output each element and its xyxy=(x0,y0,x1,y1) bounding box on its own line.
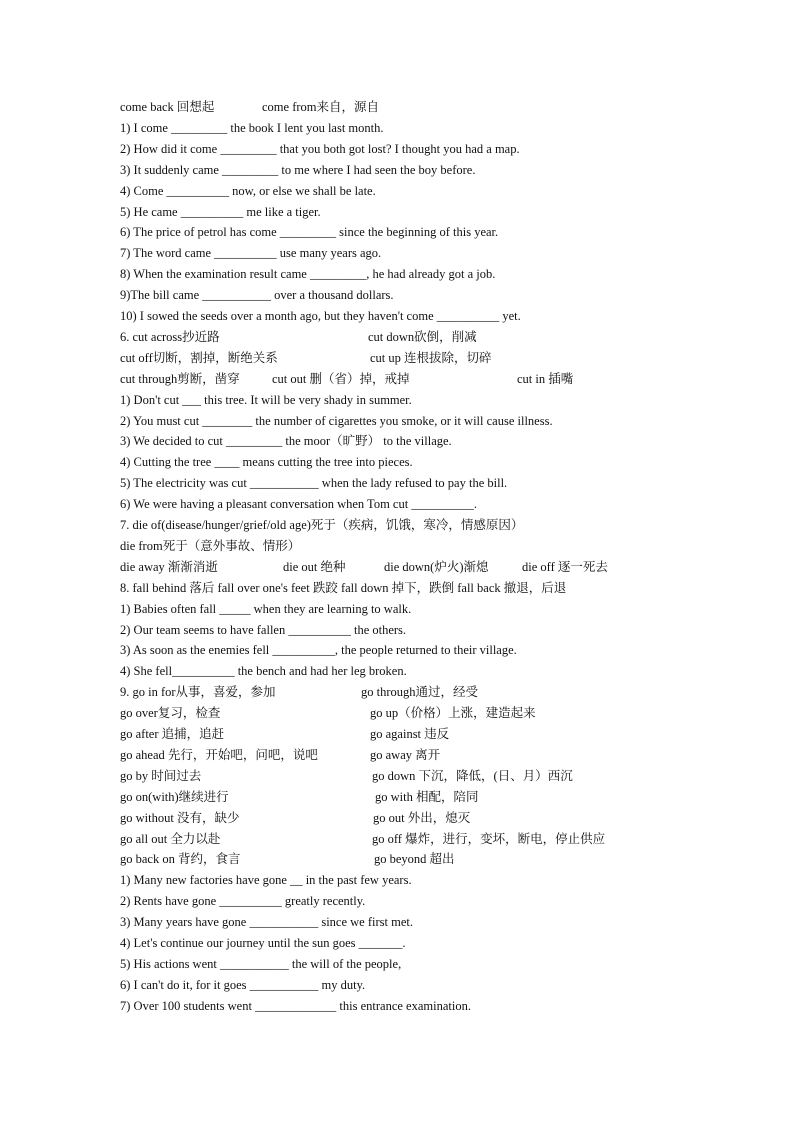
text-line-33-col-1: go by 时间过去 xyxy=(120,769,202,783)
text-line-13-col-1: cut off切断，割掉，断绝关系 xyxy=(120,351,278,365)
text-line-26: 2) Our team seems to have fallen __________ the others. xyxy=(120,623,407,637)
text-line-18: 4) Cutting the tree ____ means cutting the tree into pieces. xyxy=(120,455,413,469)
text-line-38: 1) Many new factories have gone __ in the past few years. xyxy=(120,873,412,887)
text-line-2: 1) I come _________ the book I lent you last month. xyxy=(120,121,384,135)
text-line-10: 9)The bill came ___________ over a thousand dollars. xyxy=(120,288,394,302)
text-line-41: 4) Let's continue our journey until the sun goes _______. xyxy=(120,936,406,950)
text-line-15: 1) Don't cut ___ this tree. It will be very shady in summer. xyxy=(120,393,412,407)
text-line-39: 2) Rents have gone __________ greatly recently. xyxy=(120,894,366,908)
text-line-36-col-2: go off 爆炸，进行，变坏，断电，停止供应 xyxy=(372,832,606,846)
text-line-25: 1) Babies often fall _____ when they are learning to walk. xyxy=(120,602,412,616)
text-line-34-col-2: go with 相配，陪同 xyxy=(375,790,479,804)
text-line-23-col-4: die off 逐一死去 xyxy=(522,560,608,574)
text-line-23-col-3: die down(炉火)渐熄 xyxy=(384,560,489,574)
text-line-14-col-3: cut in 插嘴 xyxy=(517,372,574,386)
text-line-7: 6) The price of petrol has come _________ since the beginning of this year. xyxy=(120,225,499,239)
text-line-34-col-1: go on(with)继续进行 xyxy=(120,790,229,804)
text-line-21: 7. die of(disease/hunger/grief/old age)死于（疾病，饥饿，寒冷，情感原因） xyxy=(120,518,524,532)
text-line-13-col-2: cut up 连根拔除，切碎 xyxy=(370,351,492,365)
text-line-27: 3) As soon as the enemies fell __________, the people returned to their village. xyxy=(120,643,517,657)
text-line-35-col-2: go out 外出，熄灭 xyxy=(373,811,471,825)
text-line-1-col-2: come from来自，源自 xyxy=(262,100,379,114)
text-line-35-col-1: go without 没有，缺少 xyxy=(120,811,240,825)
text-line-29-col-1: 9. go in for从事，喜爱，参加 xyxy=(120,685,276,699)
text-line-11: 10) I sowed the seeds over a month ago, but they haven't come __________ yet. xyxy=(120,309,521,323)
text-line-14-col-2: cut out 删（省）掉，戒掉 xyxy=(272,372,410,386)
text-line-29-col-2: go through通过，经受 xyxy=(361,685,479,699)
text-line-1-col-1: come back 回想起 xyxy=(120,100,215,114)
text-line-12-col-1: 6. cut across抄近路 xyxy=(120,330,220,344)
text-line-19: 5) The electricity was cut ___________ when the lady refused to pay the bill. xyxy=(120,476,508,490)
text-line-44: 7) Over 100 students went _____________ this entrance examination. xyxy=(120,999,471,1013)
text-line-14-col-1: cut through剪断，凿穿 xyxy=(120,372,240,386)
text-line-40: 3) Many years have gone ___________ since we first met. xyxy=(120,915,413,929)
text-line-30-col-1: go over复习，检查 xyxy=(120,706,221,720)
text-line-8: 7) The word came __________ use many years ago. xyxy=(120,246,382,260)
text-line-28: 4) She fell__________ the bench and had her leg broken. xyxy=(120,664,407,678)
text-line-36-col-1: go all out 全力以赴 xyxy=(120,832,221,846)
text-line-9: 8) When the examination result came _________, he had already got a job. xyxy=(120,267,496,281)
text-line-17: 3) We decided to cut _________ the moor（旷野） to the village. xyxy=(120,434,452,448)
text-line-24: 8. fall behind 落后 fall over one's feet 跌跤 fall down 掉下，跌倒 fall back 撤退，后退 xyxy=(120,581,567,595)
text-line-31-col-2: go against 违反 xyxy=(370,727,450,741)
text-line-37-col-1: go back on 背约，食言 xyxy=(120,852,241,866)
text-line-37-col-2: go beyond 超出 xyxy=(374,852,455,866)
text-line-23-col-2: die out 绝种 xyxy=(283,560,346,574)
text-line-4: 3) It suddenly came _________ to me where I had seen the boy before. xyxy=(120,163,476,177)
text-line-43: 6) I can't do it, for it goes ___________ my duty. xyxy=(120,978,366,992)
text-line-6: 5) He came __________ me like a tiger. xyxy=(120,205,321,219)
text-line-5: 4) Come __________ now, or else we shall be late. xyxy=(120,184,376,198)
text-line-31-col-1: go after 追捕，追赶 xyxy=(120,727,225,741)
text-line-20: 6) We were having a pleasant conversation when Tom cut __________. xyxy=(120,497,477,511)
text-line-30-col-2: go up（价格）上涨，建造起来 xyxy=(370,706,536,720)
text-line-32-col-1: go ahead 先行，开始吧，问吧，说吧 xyxy=(120,748,318,762)
text-line-3: 2) How did it come _________ that you both got lost? I thought you had a map. xyxy=(120,142,520,156)
text-line-23-col-1: die away 渐渐消逝 xyxy=(120,560,218,574)
text-line-33-col-2: go down 下沉，降低，(日、月）西沉 xyxy=(372,769,573,783)
text-line-32-col-2: go away 离开 xyxy=(370,748,441,762)
text-line-12-col-2: cut down砍倒，削减 xyxy=(368,330,477,344)
text-line-16: 2) You must cut ________ the number of cigarettes you smoke, or it will cause illness. xyxy=(120,414,553,428)
text-line-42: 5) His actions went ___________ the will of the people, xyxy=(120,957,402,971)
text-line-22: die from死于（意外事故、情形） xyxy=(120,539,301,553)
